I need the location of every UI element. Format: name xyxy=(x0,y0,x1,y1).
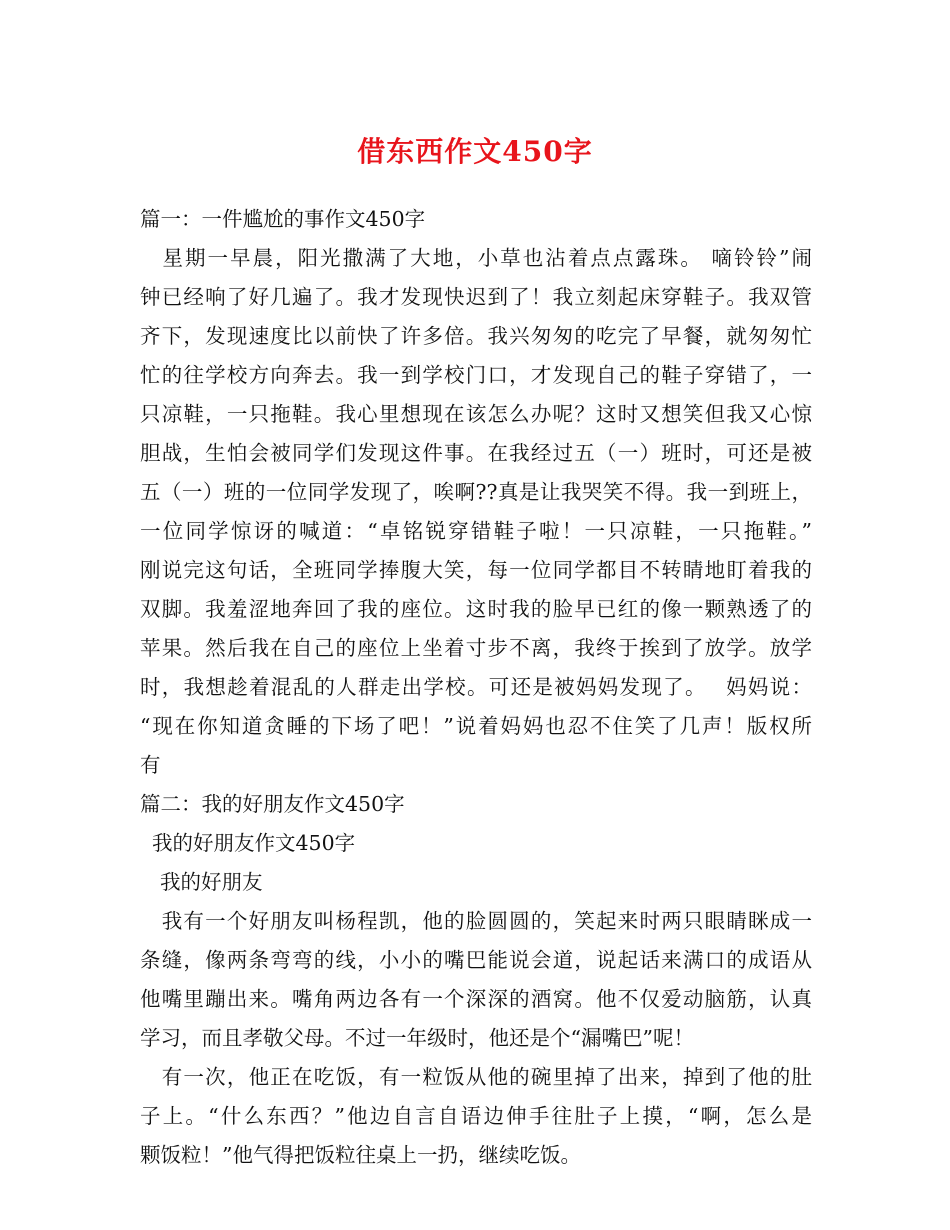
text-line: 他嘴里蹦出来。嘴角两边各有一个深深的酒窝。他不仅爱动脑筋，认真 xyxy=(140,987,812,1011)
section-heading: 篇二：我的好朋友作文450字 xyxy=(140,792,405,816)
text-line: 我的好朋友作文450字 xyxy=(152,831,356,855)
section-heading: 篇一：一件尴尬的事作文450字 xyxy=(140,207,426,231)
text-line: 苹果。然后我在自己的座位上坐着寸步不离，我终于挨到了放学。放学 xyxy=(140,636,812,660)
text-line: 双脚。我羞涩地奔回了我的座位。这时我的脸早已红的像一颗熟透了的 xyxy=(140,597,812,621)
text-line: 五（一）班的一位同学发现了，唉啊??真是让我哭笑不得。我一到班上， xyxy=(140,480,812,504)
text-line: 钟已经响了好几遍了。我才发现快迟到了！我立刻起床穿鞋子。我双管 xyxy=(140,285,812,309)
text-line: 忙的往学校方向奔去。我一到学校门口，才发现自己的鞋子穿错了，一 xyxy=(140,363,812,387)
text-line: 时，我想趁着混乱的人群走出学校。可还是被妈妈发现了。 妈妈说： xyxy=(140,675,812,699)
text-line: 子上。“什么东西？”他边自言自语边伸手往肚子上摸，“啊，怎么是 xyxy=(140,1104,812,1128)
document-body xyxy=(140,200,812,1175)
text-line: 一位同学惊讶的喊道：“卓铭锐穿错鞋子啦！一只凉鞋，一只拖鞋。” xyxy=(140,519,812,543)
text-line: 有一次，他正在吃饭，有一粒饭从他的碗里掉了出来，掉到了他的肚 xyxy=(140,1065,812,1089)
text-line: 我的好朋友 xyxy=(160,870,263,894)
text-line: 我有一个好朋友叫杨程凯，他的脸圆圆的，笑起来时两只眼睛眯成一 xyxy=(140,909,812,933)
document-title: 借东西作文450字 xyxy=(357,135,593,168)
text-line: 刚说完这句话，全班同学捧腹大笑，每一位同学都目不转睛地盯着我的 xyxy=(140,558,812,582)
text-line: 齐下，发现速度比以前快了许多倍。我兴匆匆的吃完了早餐，就匆匆忙 xyxy=(140,324,812,348)
text-line: 学习，而且孝敬父母。不过一年级时，他还是个“漏嘴巴”呢！ xyxy=(140,1026,694,1050)
text-line: 星期一早晨，阳光撒满了大地，小草也沾着点点露珠。 嘀铃铃”闹 xyxy=(140,246,812,270)
text-line: 胆战，生怕会被同学们发现这件事。在我经过五（一）班时，可还是被 xyxy=(140,441,812,465)
text-line: 颗饭粒！”他气得把饭粒往桌上一扔，继续吃饭。 xyxy=(140,1143,581,1167)
text-line: 有 xyxy=(140,753,161,777)
text-line: 只凉鞋，一只拖鞋。我心里想现在该怎么办呢？这时又想笑但我又心惊 xyxy=(140,402,812,426)
text-line: 条缝，像两条弯弯的线，小小的嘴巴能说会道，说起话来满口的成语从 xyxy=(140,948,812,972)
text-line: “现在你知道贪睡的下场了吧！”说着妈妈也忍不住笑了几声！版权所 xyxy=(140,714,812,738)
